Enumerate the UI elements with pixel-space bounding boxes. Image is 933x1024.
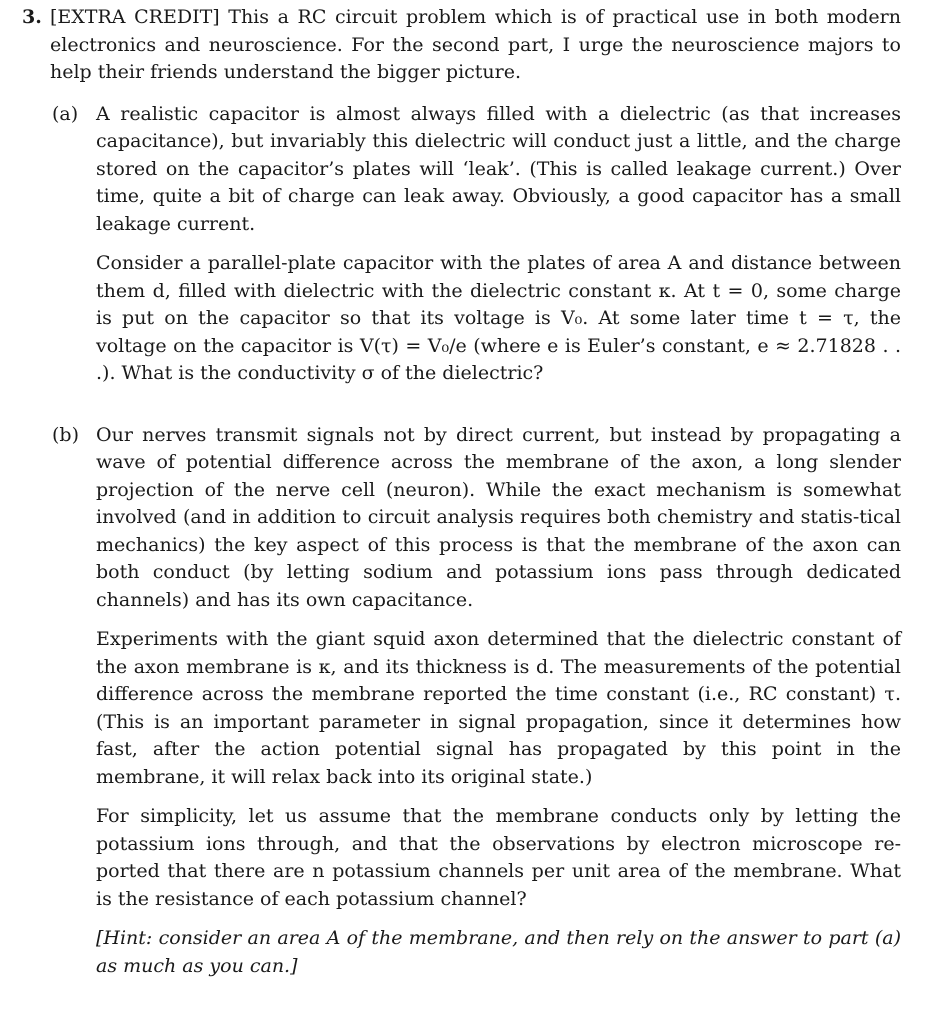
part-a-label: (a)	[52, 102, 79, 125]
problem-parts	[22, 101, 901, 981]
part-a-paragraph-1: A realistic capacitor is almost always filled with a dielectric (as that increases capacitance), but invariably this dielectric will conduct just a little, and the charge stored on the capacitor’s plates will ‘leak’. (This is called leakage current.) Over time, quite a bit of charge can leak away. Obviously, a good capacitor has a small leakage current.	[96, 102, 901, 235]
part-b-hint: [Hint: consider an area A of the membrane, and then rely on the answer to part (a) as much as you can.]	[96, 927, 901, 977]
part-a	[52, 101, 901, 388]
problem-3	[22, 4, 901, 87]
part-a-body	[96, 101, 901, 388]
part-a-paragraph-2: Consider a parallel-plate capacitor with the plates of area A and distance between them d, filled with dielectric with the dielectric constant κ. At t = 0, some charge is put on the capacitor so that its voltage is V₀. At some later time t = τ, the voltage on the capacitor is V(τ) = V₀/e (where e is Euler’s constant, e ≈ 2.71828 . . .). What is the conductivity σ of the dielectric?	[96, 252, 901, 384]
part-b-paragraph-2: Experiments with the giant squid axon determined that the dielectric constant of the axon membrane is κ, and its thickness is d. The measurements of the potential difference across the membrane reported the time constant (i.e., RC constant) τ. (This is an important parameter in signal propagation, since it determines how fast, after the action potential signal has propagated by this point in the membrane, it will relax back into its original state.)	[96, 628, 901, 788]
part-b-label: (b)	[52, 423, 79, 446]
problem-number: 3.	[22, 6, 42, 28]
problem-intro: [EXTRA CREDIT] This a RC circuit problem which is of practical use in both modern electronics and neuroscience. For the second part, I urge the neuroscience majors to help their friends understand the bigger picture.	[50, 6, 901, 83]
part-b	[52, 422, 901, 981]
part-b-body	[96, 422, 901, 981]
part-b-paragraph-3: For simplicity, let us assume that the membrane conducts only by letting the potassium ions through, and that the observations by electron microscope re-ported that there are n potassium channels per unit area of the membrane. What is the resistance of each potassium channel?	[96, 805, 901, 910]
part-b-paragraph-1: Our nerves transmit signals not by direct current, but instead by propagating a wave of potential difference across the membrane of the axon, a long slender projection of the nerve cell (neuron). While the exact mechanism is somewhat involved (and in addition to circuit analysis requires both chemistry and statis-tical mechanics) the key aspect of this process is that the membrane of the axon can both conduct (by letting sodium and potassium ions pass through dedicated channels) and has its own capacitance.	[96, 423, 901, 611]
